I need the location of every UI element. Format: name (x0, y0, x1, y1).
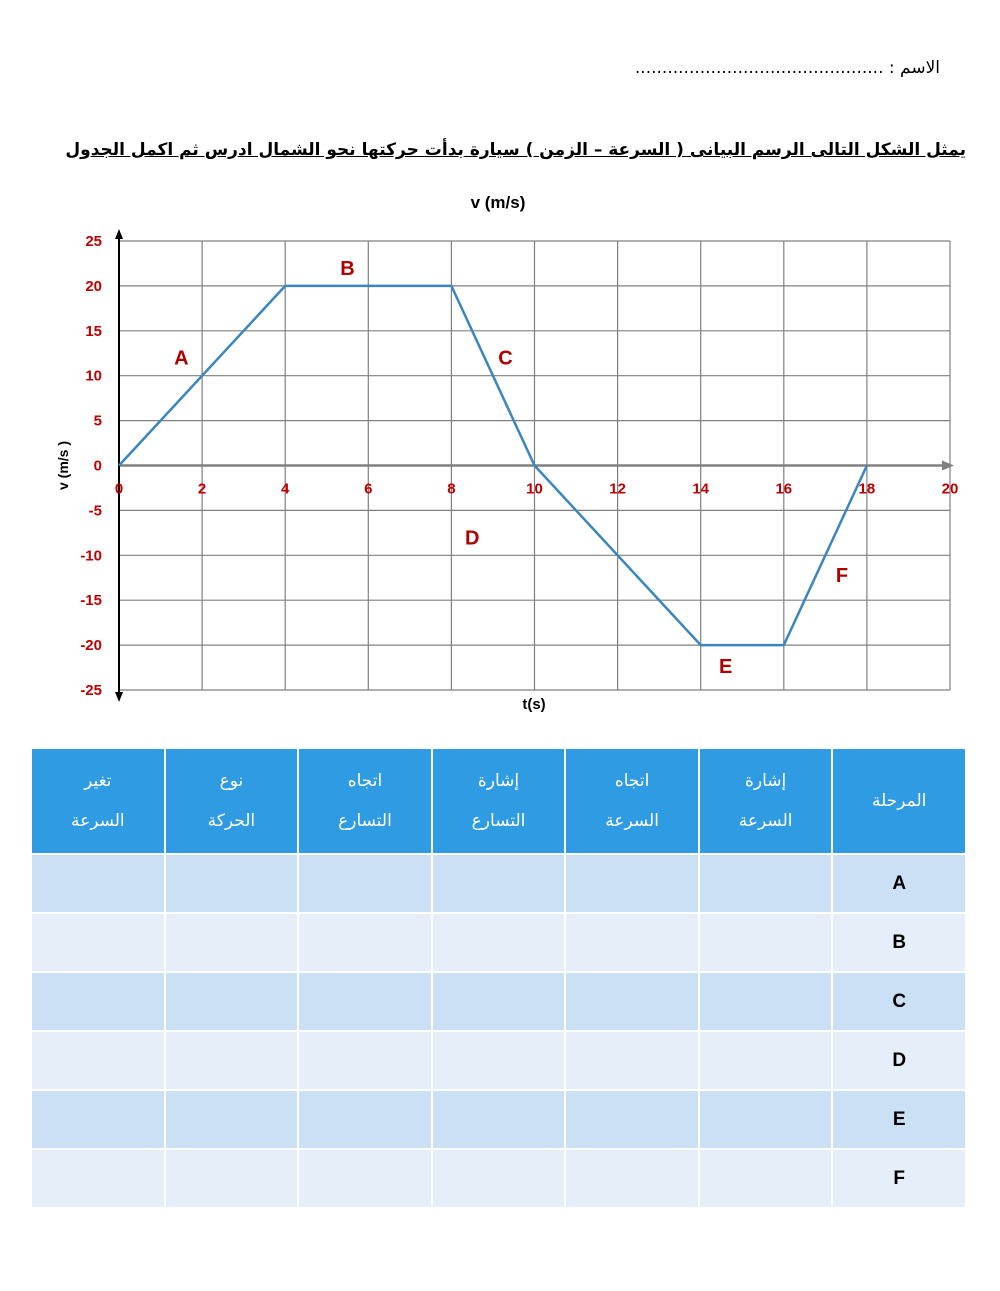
header-motion-type: نوع الحركة (165, 748, 299, 854)
velocity-time-chart (0, 180, 1000, 720)
y-axis-arrow-down-icon (115, 692, 123, 702)
answer-cell[interactable] (165, 1149, 299, 1208)
answer-cell[interactable] (432, 972, 566, 1031)
answer-cell[interactable] (165, 1090, 299, 1149)
answer-cell[interactable] (432, 913, 566, 972)
segment-label-a: A (174, 347, 189, 370)
y-tick-label: -10 (80, 547, 102, 565)
answer-cell[interactable] (699, 913, 833, 972)
y-tick-label: -5 (88, 502, 102, 520)
table-row (31, 913, 966, 972)
stage-label: A (832, 854, 966, 913)
answer-cell[interactable] (165, 1031, 299, 1090)
answer-cell[interactable] (565, 1090, 699, 1149)
answer-cell[interactable] (565, 854, 699, 913)
header-velocity-sign: إشارة السرعة (699, 748, 833, 854)
stage-label: E (832, 1090, 966, 1149)
table-row (31, 1031, 966, 1090)
y-axis-arrow-up-icon (115, 229, 123, 239)
x-tick-label: 12 (609, 480, 626, 498)
header-stage: المرحلة (832, 748, 966, 854)
y-tick-label: -20 (80, 637, 102, 655)
answer-cell[interactable] (432, 1031, 566, 1090)
x-axis-label: t(s) (522, 696, 546, 713)
y-tick-label: 5 (93, 412, 102, 430)
table-row (31, 1149, 966, 1208)
answer-cell[interactable] (565, 1031, 699, 1090)
x-tick-label: 0 (114, 480, 124, 498)
answer-cell[interactable] (31, 1031, 165, 1090)
y-tick-label: 0 (93, 457, 102, 475)
y-tick-label: 25 (85, 233, 102, 250)
answer-table (30, 747, 967, 1209)
answer-cell[interactable] (699, 854, 833, 913)
stage-label: D (832, 1031, 966, 1090)
stage-label: B (832, 913, 966, 972)
answer-cell[interactable] (298, 1149, 432, 1208)
answer-cell[interactable] (298, 913, 432, 972)
x-tick-label: 16 (775, 480, 793, 498)
table-row (31, 972, 966, 1031)
x-tick-label: 10 (526, 480, 543, 498)
answer-cell[interactable] (699, 1031, 833, 1090)
x-tick-label: 18 (858, 480, 876, 498)
answer-cell[interactable] (432, 1090, 566, 1149)
table-header-row (31, 748, 966, 854)
answer-cell[interactable] (31, 1090, 165, 1149)
answer-cell[interactable] (31, 1149, 165, 1208)
x-tick-label: 14 (692, 480, 710, 498)
y-tick-label: 15 (85, 322, 102, 340)
y-tick-label: 10 (85, 367, 102, 385)
instruction-text: يمثل الشكل التالى الرسم البيانى ( السرعة – الزمن ) سيارة بدأت حركتها نحو الشمال ادرس ثم اكمل الجدول (65, 140, 966, 160)
answer-cell[interactable] (432, 1149, 566, 1208)
stage-label: C (832, 972, 966, 1031)
answer-cell[interactable] (565, 1149, 699, 1208)
answer-cell[interactable] (699, 1149, 833, 1208)
segment-label-d: D (464, 527, 480, 550)
answer-cell[interactable] (565, 972, 699, 1031)
answer-cell[interactable] (432, 854, 566, 913)
answer-cell[interactable] (298, 1090, 432, 1149)
segment-label-c: C (498, 347, 513, 370)
answer-cell[interactable] (298, 972, 432, 1031)
segment-label-f: F (835, 565, 849, 588)
answer-cell[interactable] (699, 1090, 833, 1149)
x-tick-label: 8 (447, 480, 456, 498)
header-velocity-change: تغير السرعة (31, 748, 165, 854)
answer-cell[interactable] (31, 972, 165, 1031)
header-acceleration-direction: اتجاه التسارع (298, 748, 432, 854)
header-velocity-direction: اتجاه السرعة (565, 748, 699, 854)
answer-cell[interactable] (31, 913, 165, 972)
answer-cell[interactable] (298, 1031, 432, 1090)
header-acceleration-sign: إشارة التسارع (432, 748, 566, 854)
y-tick-label: -25 (80, 682, 102, 699)
segment-label-e: E (718, 655, 733, 678)
answer-cell[interactable] (31, 854, 165, 913)
chart-title: v (m/s) (470, 193, 526, 212)
segment-label-b: B (340, 257, 355, 280)
student-name-field: الاسم : .............................................. (634, 58, 940, 78)
x-tick-label: 20 (941, 480, 959, 498)
x-tick-label: 2 (197, 480, 207, 498)
x-tick-label: 6 (364, 480, 373, 498)
x-axis-arrow-icon (942, 461, 954, 471)
answer-cell[interactable] (165, 913, 299, 972)
answer-cell[interactable] (165, 854, 299, 913)
answer-cell[interactable] (699, 972, 833, 1031)
y-tick-label: 20 (85, 277, 102, 295)
y-axis-label: v (m/s ) (55, 440, 71, 491)
y-tick-label: -15 (80, 592, 102, 610)
answer-cell[interactable] (565, 913, 699, 972)
stage-label: F (832, 1149, 966, 1208)
table-row (31, 854, 966, 913)
table-row (31, 1090, 966, 1149)
answer-cell[interactable] (298, 854, 432, 913)
answer-cell[interactable] (165, 972, 299, 1031)
x-tick-label: 4 (281, 480, 290, 498)
